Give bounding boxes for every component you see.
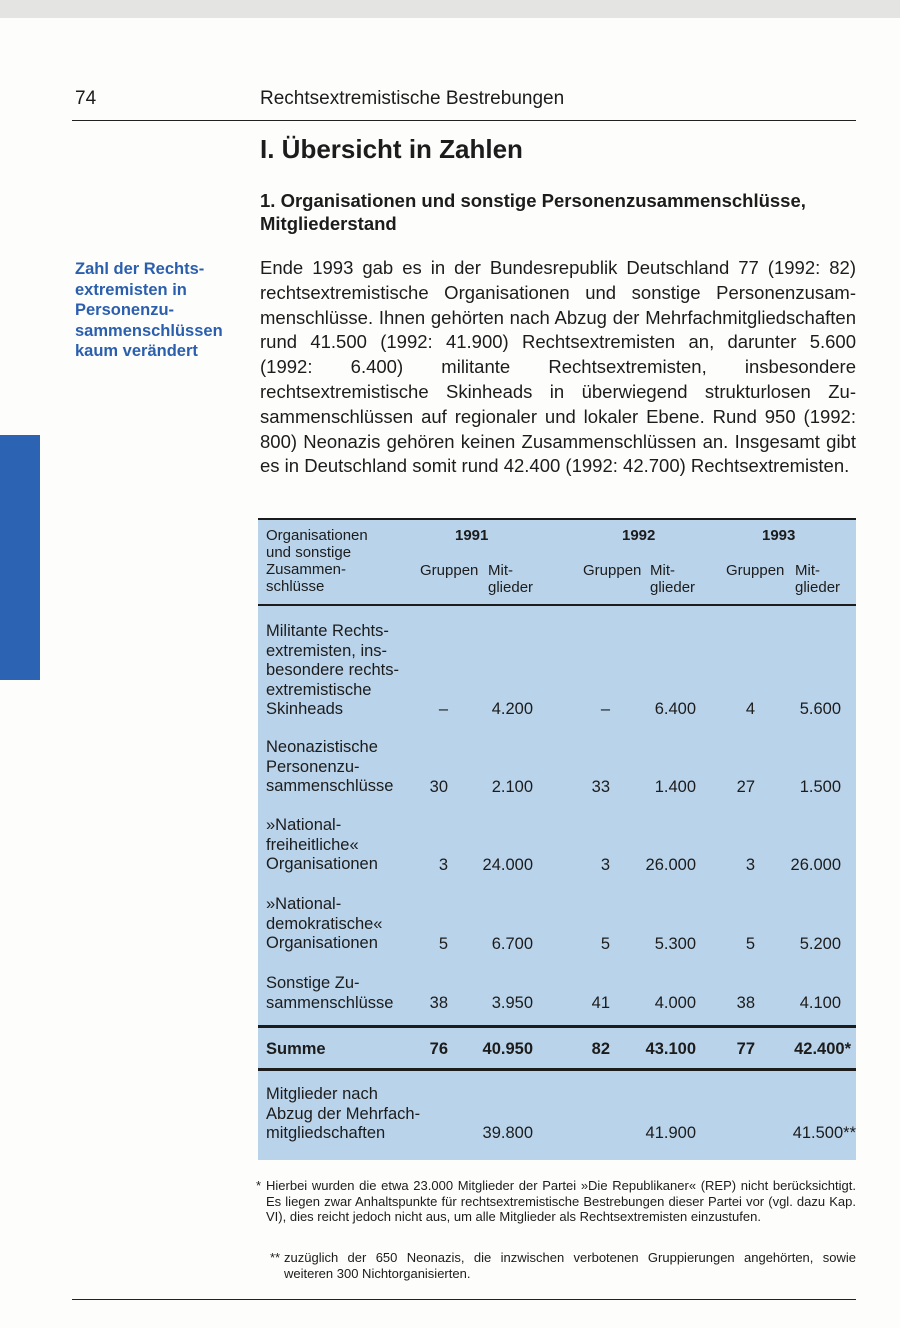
table-cell: 3 bbox=[745, 856, 755, 874]
table-cell: 1.400 bbox=[654, 778, 696, 796]
table-cell: 43.100 bbox=[645, 1040, 696, 1058]
table-cell: 39.800 bbox=[482, 1124, 533, 1142]
table-cell: 6.400 bbox=[654, 700, 696, 718]
table-cell: 5 bbox=[745, 935, 755, 953]
footnote-marker: ** bbox=[270, 1250, 281, 1265]
table-cell: 77 bbox=[736, 1040, 755, 1058]
col-groups-1993: Gruppen bbox=[726, 562, 785, 579]
table-cell: 41.500** bbox=[792, 1124, 856, 1142]
col-members-1993: Mit- glieder bbox=[795, 562, 841, 596]
table-top-rule bbox=[258, 518, 856, 520]
sum-top-rule bbox=[258, 1025, 856, 1028]
section-heading: I. Übersicht in Zahlen bbox=[260, 134, 523, 164]
table-cell: 26.000 bbox=[645, 856, 696, 874]
header-rule bbox=[72, 120, 856, 121]
table-cell: 2.100 bbox=[491, 778, 533, 796]
table-cell: 3.950 bbox=[491, 994, 533, 1012]
footnote-marker: * bbox=[256, 1178, 262, 1193]
table-cell: 41 bbox=[591, 994, 610, 1012]
table-cell: 4.200 bbox=[491, 700, 533, 718]
row-label-neonazi: Neonazistische Personenzu- sammenschlüsse bbox=[266, 738, 394, 795]
margin-note: Zahl der Rechts- extremisten in Personenzu- sammenschlüssen kaum verändert bbox=[75, 260, 223, 360]
table-cell: 6.700 bbox=[491, 935, 533, 953]
table-cell: – bbox=[438, 700, 448, 718]
year-header-1992: 1992 bbox=[622, 527, 656, 544]
table-cell: 26.000 bbox=[790, 856, 841, 874]
net-row-label: Mitglieder nach Abzug der Mehrfach- mitgliedschaften bbox=[266, 1085, 421, 1142]
scan-top-edge bbox=[0, 0, 900, 18]
footnote-text: Hierbei wurden die etwa 23.000 Mitglieder der Partei »Die Republikaner« (REP) nicht berücksichtigt. Es liegen zwar Anhaltspunkte für rechtsextremistische Bestrebungen dieser Partei vor (vgl. dazu Kap. VI), dies reicht jedoch nicht aus, um alle Mitglieder als Rechtsextremisten einzustufen. bbox=[266, 1178, 856, 1224]
chapter-tab-marker bbox=[0, 435, 40, 680]
table-cell: 82 bbox=[591, 1040, 610, 1058]
row-label-militant: Militante Rechts- extremisten, ins- besondere rechts- extremistische Skinheads bbox=[266, 622, 399, 718]
table-cell: 30 bbox=[429, 778, 448, 796]
footnote-1 bbox=[256, 1178, 856, 1225]
col-groups-1991: Gruppen bbox=[420, 562, 479, 579]
table-cell: 5.600 bbox=[799, 700, 841, 718]
table-corner-header: Organisationen und sonstige Zusammen- schlüsse bbox=[266, 527, 368, 595]
table-cell: 3 bbox=[600, 856, 610, 874]
table-cell: 24.000 bbox=[482, 856, 533, 874]
table-cell: 4 bbox=[745, 700, 755, 718]
table-cell: 5.300 bbox=[654, 935, 696, 953]
col-groups-1992: Gruppen bbox=[583, 562, 642, 579]
row-label-sonstige: Sonstige Zu- sammenschlüsse bbox=[266, 974, 394, 1012]
running-title: Rechtsextremistische Bestrebungen bbox=[260, 88, 565, 109]
year-header-1993: 1993 bbox=[762, 527, 796, 544]
subsection-heading: 1. Organisationen und sonstige Personenzusammenschlüsse, Mitgliederstand bbox=[260, 190, 806, 234]
table-cell: 40.950 bbox=[482, 1040, 533, 1058]
table-cell: 38 bbox=[736, 994, 755, 1012]
table-cell: 1.500 bbox=[799, 778, 841, 796]
table-cell: 3 bbox=[438, 856, 448, 874]
row-label-nationaldemokratische: »National- demokratische« Organisationen bbox=[266, 895, 383, 952]
page-number: 74 bbox=[75, 88, 97, 109]
footer-rule bbox=[72, 1299, 856, 1300]
year-header-1991: 1991 bbox=[455, 527, 489, 544]
table-cell: 4.000 bbox=[654, 994, 696, 1012]
table-cell: 76 bbox=[429, 1040, 448, 1058]
footnote-2 bbox=[270, 1250, 856, 1281]
table-header-rule bbox=[258, 604, 856, 606]
body-paragraph: Ende 1993 gab es in der Bundesrepublik Deutschland 77 (1992: 82) rechtsextremistische Organisationen und sonstige Personenzusammenschlüsse. Ihnen gehörten nach Abzug der Mehrfachmitgliedschaften rund 41.500 (1992: 41.900) Rechtsextremisten an, darunter 5.600 (1992: 6.400) militante Rechtsextremisten, insbesondere rechtsextremistische Skinheads in überwiegend strukturlosen Zusammenschlüssen auf regionaler und lokaler Ebene. Rund 950 (1992: 800) Neonazis gehören keinen Zusammenschlüssen an. Insgesamt gibt es in Deutschland somit rund 42.400 (1992: 42.700) Rechtsextremisten. bbox=[260, 257, 856, 477]
table-cell: – bbox=[600, 700, 610, 718]
table-cell: 41.900 bbox=[645, 1124, 696, 1142]
table-cell: 5 bbox=[600, 935, 610, 953]
table-cell: 27 bbox=[736, 778, 755, 796]
table-cell: 4.100 bbox=[799, 994, 841, 1012]
table-cell: 5.200 bbox=[799, 935, 841, 953]
table-cell: 42.400* bbox=[794, 1040, 851, 1058]
col-members-1991: Mit- glieder bbox=[488, 562, 534, 596]
sum-row-label: Summe bbox=[266, 1040, 326, 1058]
sum-bottom-rule bbox=[258, 1068, 856, 1071]
table-cell: 33 bbox=[591, 778, 610, 796]
col-members-1992: Mit- glieder bbox=[650, 562, 696, 596]
footnote-text: zuzüglich der 650 Neonazis, die inzwischen verbotenen Gruppierungen angehörten, sowie weiteren 300 Nichtorganisierten. bbox=[284, 1250, 856, 1281]
row-label-nationalfreiheitliche: »National- freiheitliche« Organisationen bbox=[266, 816, 378, 873]
table-cell: 5 bbox=[438, 935, 448, 953]
table-cell: 38 bbox=[429, 994, 448, 1012]
